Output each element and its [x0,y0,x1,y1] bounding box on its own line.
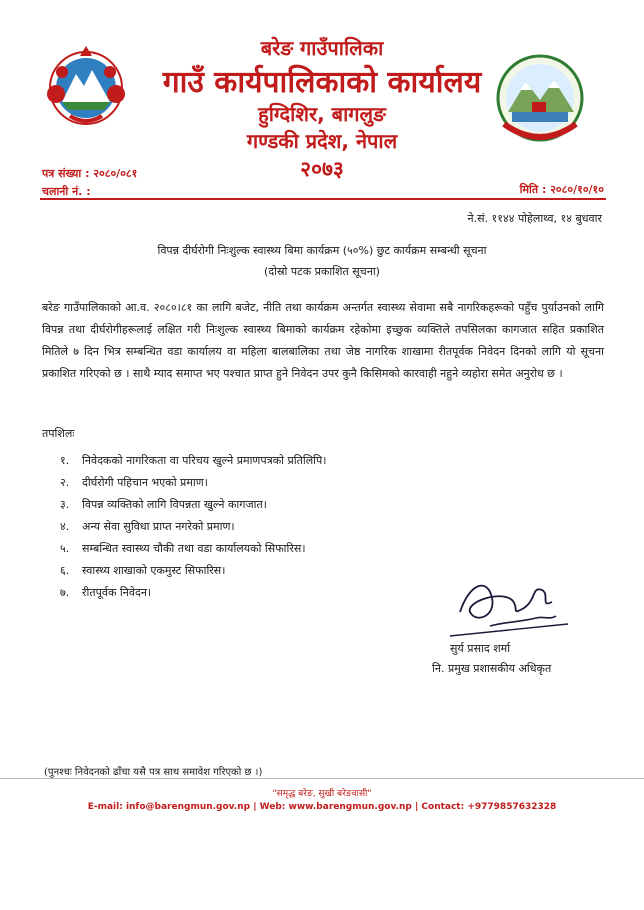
signatory-name: सुर्य प्रसाद शर्मा [450,642,511,655]
list-item-text: निवेदकको नागरिकता वा परिचय खुल्ने प्रमाणपत्रको प्रतिलिपि। [82,454,327,467]
list-item [60,560,326,582]
letter-date: मिति : २०८०/१०/१० [519,183,604,196]
list-item [60,582,326,604]
list-item-text: स्वास्थ्य शाखाको एकमुस्ट सिफारिस। [82,564,226,577]
list-item-number: १. [60,454,70,467]
letter-number: पत्र संख्या : २०८०/०८१ [42,167,138,180]
list-item-text: विपन्न व्यक्तिको लागि विपन्नता खुल्ने कागजात। [82,498,267,511]
details-label: तपशिलः [42,427,75,440]
list-item-number: ४. [60,520,70,533]
list-item-number: २. [60,476,70,489]
footer-slogan: "समृद्ध बरेङ, सुखी बरेङवासी" [272,789,372,799]
list-item-number: ७. [60,586,70,599]
list-item-text: सम्बन्धित स्वास्थ्य चौकी तथा वडा कार्यालयको सिफारिस। [82,542,306,555]
province-country: गण्डकी प्रदेश, नेपाल [246,129,398,153]
list-item [60,472,326,494]
dispatch-number: चलानी नं. : [42,185,91,198]
office-address: हुग्दिशिर, बागलुङ [258,102,386,126]
list-item-text: दीर्घरोगी पहिचान भएको प्रमाण। [82,476,208,489]
footer-contact: E-mail: info@barengmun.gov.np | Web: www.barengmun.gov.np | Contact: +9779857632328 [87,802,557,812]
signatory-title: नि. प्रमुख प्रशासकीय अधिकृत [432,662,552,675]
list-item-number: ३. [60,498,70,511]
header-divider [40,198,606,200]
subject-title: विपन्न दीर्घरोगी निःशुल्क स्वास्थ्य बिमा कार्यक्रम (५०%) छुट कार्यक्रम सम्बन्धी सूचना [157,244,487,257]
footer-divider [0,778,644,779]
list-item-number: ५. [60,542,70,555]
requirements-list [60,450,326,604]
list-item-number: ६. [60,564,70,577]
list-item-text: रीतपूर्वक निवेदन। [82,586,152,599]
signature-icon [440,572,580,646]
list-item [60,494,326,516]
list-item [60,450,326,472]
subject-subtitle: (दोस्रो पटक प्रकाशित सूचना) [264,265,380,278]
municipality-name: बरेङ गाउँपालिका [260,36,384,60]
notice-body: बरेङ गाउँपालिकाको आ.व. २०८०।८१ का लागि बजेट, नीति तथा कार्यक्रम अन्तर्गत स्वास्थ्य सेवामा सबै नागरिकहरूको पहुँच पुर्याउनको लागि विपन्न तथा दीर्घरोगीहरूलाई लक्षित गरी निःशुल्क स्वास्थ्य बिमाको कार्यक्रम रहेकोमा इच्छुक व्यक्तिले तपसिलका कागजात सहित प्रकाशित मितिले ७ दिन भित्र सम्बन्धित वडा कार्यालय वा महिला बालबालिका तथा जेष्ठ नागरिक शाखामा रीतपूर्वक निवेदन दिनको लागि यो सूचना प्रकाशित गरिएको छ । साथै म्याद समाप्त भए पश्चात प्राप्त हुने निवेदन उपर कुनै किसिमको कारवाही नहुने व्यहोरा समेत अनुरोध छ । [42,301,604,380]
list-item-text: अन्य सेवा सुविधा प्राप्त नगरेको प्रमाण। [82,520,235,533]
list-item [60,516,326,538]
nepal-sambat-date: ने.सं. ११४४ पोहेलाथ्व, १४ बुधवार [467,212,602,225]
list-item [60,538,326,560]
established-year: २०७३ [300,157,344,181]
postscript-note: (पुनश्चः निवेदनको ढाँचा यसै पत्र साथ समावेश गरिएको छ ।) [44,767,263,778]
office-title: गाउँ कार्यपालिकाको कार्यालय [162,65,482,100]
